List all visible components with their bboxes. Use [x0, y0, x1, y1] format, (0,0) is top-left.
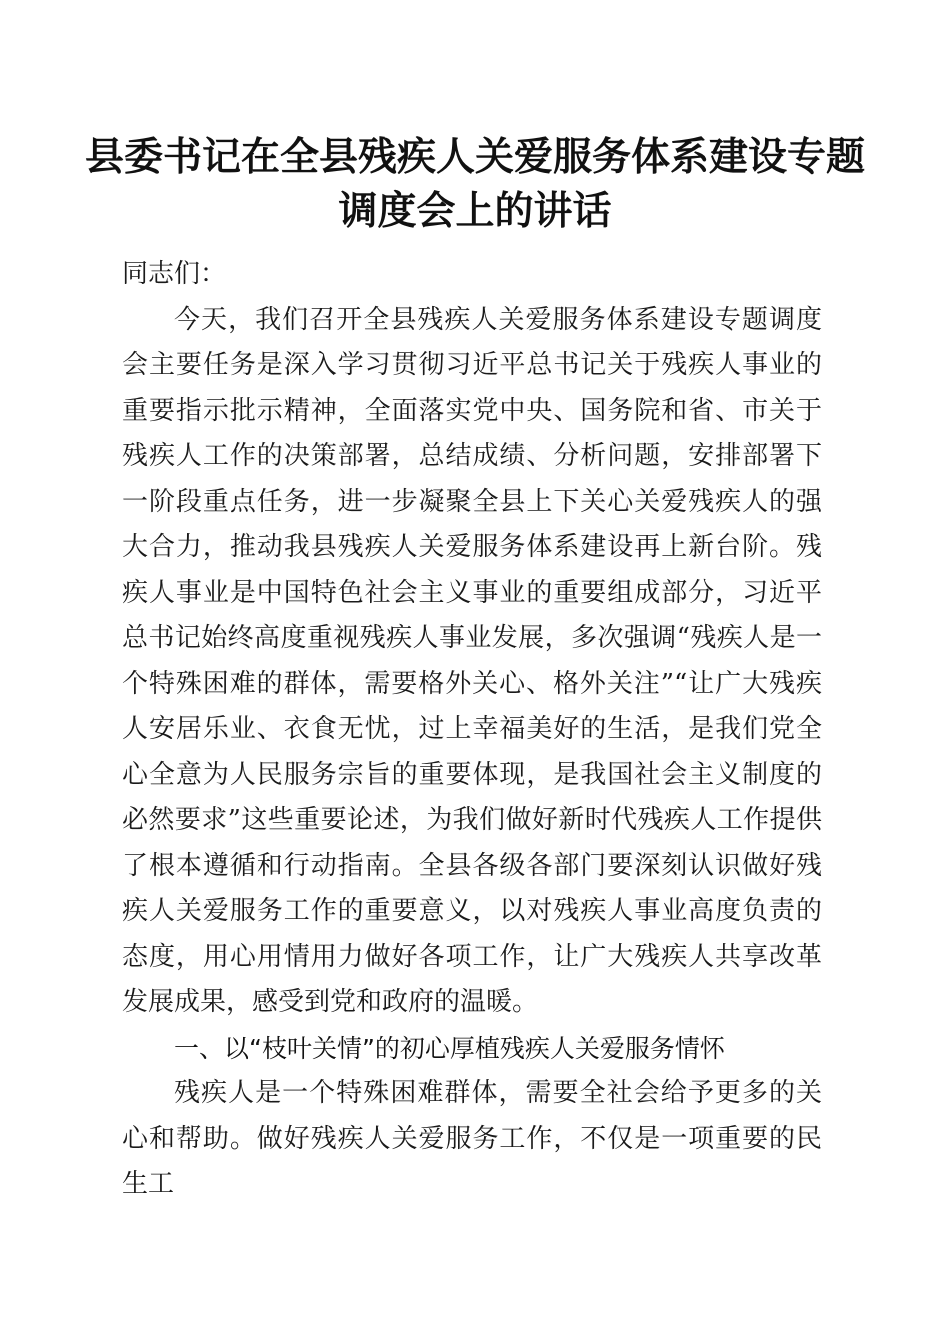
paragraph-1: 今天，我们召开全县残疾人关爱服务体系建设专题调度会主要任务是深入学习贯彻习近平总书记关于残疾人事业的重要指示批示精神，全面落实党中央、国务院和省、市关于残疾人工作的决策部署，总结成绩、分析问题，安排部署下一阶段重点任务，进一步凝聚全县上下关心关爱残疾人的强大合力，推动我县残疾人关爱服务体系建设再上新台阶。残疾人事业是中国特色社会主义事业的重要组成部分，习近平总书记始终高度重视残疾人事业发展，多次强调“残疾人是一个特殊困难的群体，需要格外关心、格外关注”“让广大残疾人安居乐业、衣食无忧，过上幸福美好的生活，是我们党全心全意为人民服务宗旨的重要体现，是我国社会主义制度的必然要求”这些重要论述，为我们做好新时代残疾人工作提供了根本遵循和行动指南。全县各级各部门要深刻认识做好残疾人关爱服务工作的重要意义，以对残疾人事业高度负责的态度，用心用情用力做好各项工作，让广大残疾人共享改革发展成果，感受到党和政府的温暖。	[122, 304, 822, 1017]
title-line-1: 县委书记在全县残疾人关爱服务体系建设专题	[84, 134, 865, 180]
document-title	[60, 130, 890, 238]
document-body	[122, 252, 822, 1208]
paragraph-2: 残疾人是一个特殊困难群体，需要全社会给予更多的关心和帮助。做好残疾人关爱服务工作，不仅是一项重要的民生工	[122, 1078, 822, 1199]
salutation: 同志们：	[122, 259, 227, 289]
section-heading-1: 一、以“枝叶关情”的初心厚植残疾人关爱服务情怀	[174, 1033, 725, 1063]
title-line-2: 调度会上的讲话	[338, 188, 612, 234]
